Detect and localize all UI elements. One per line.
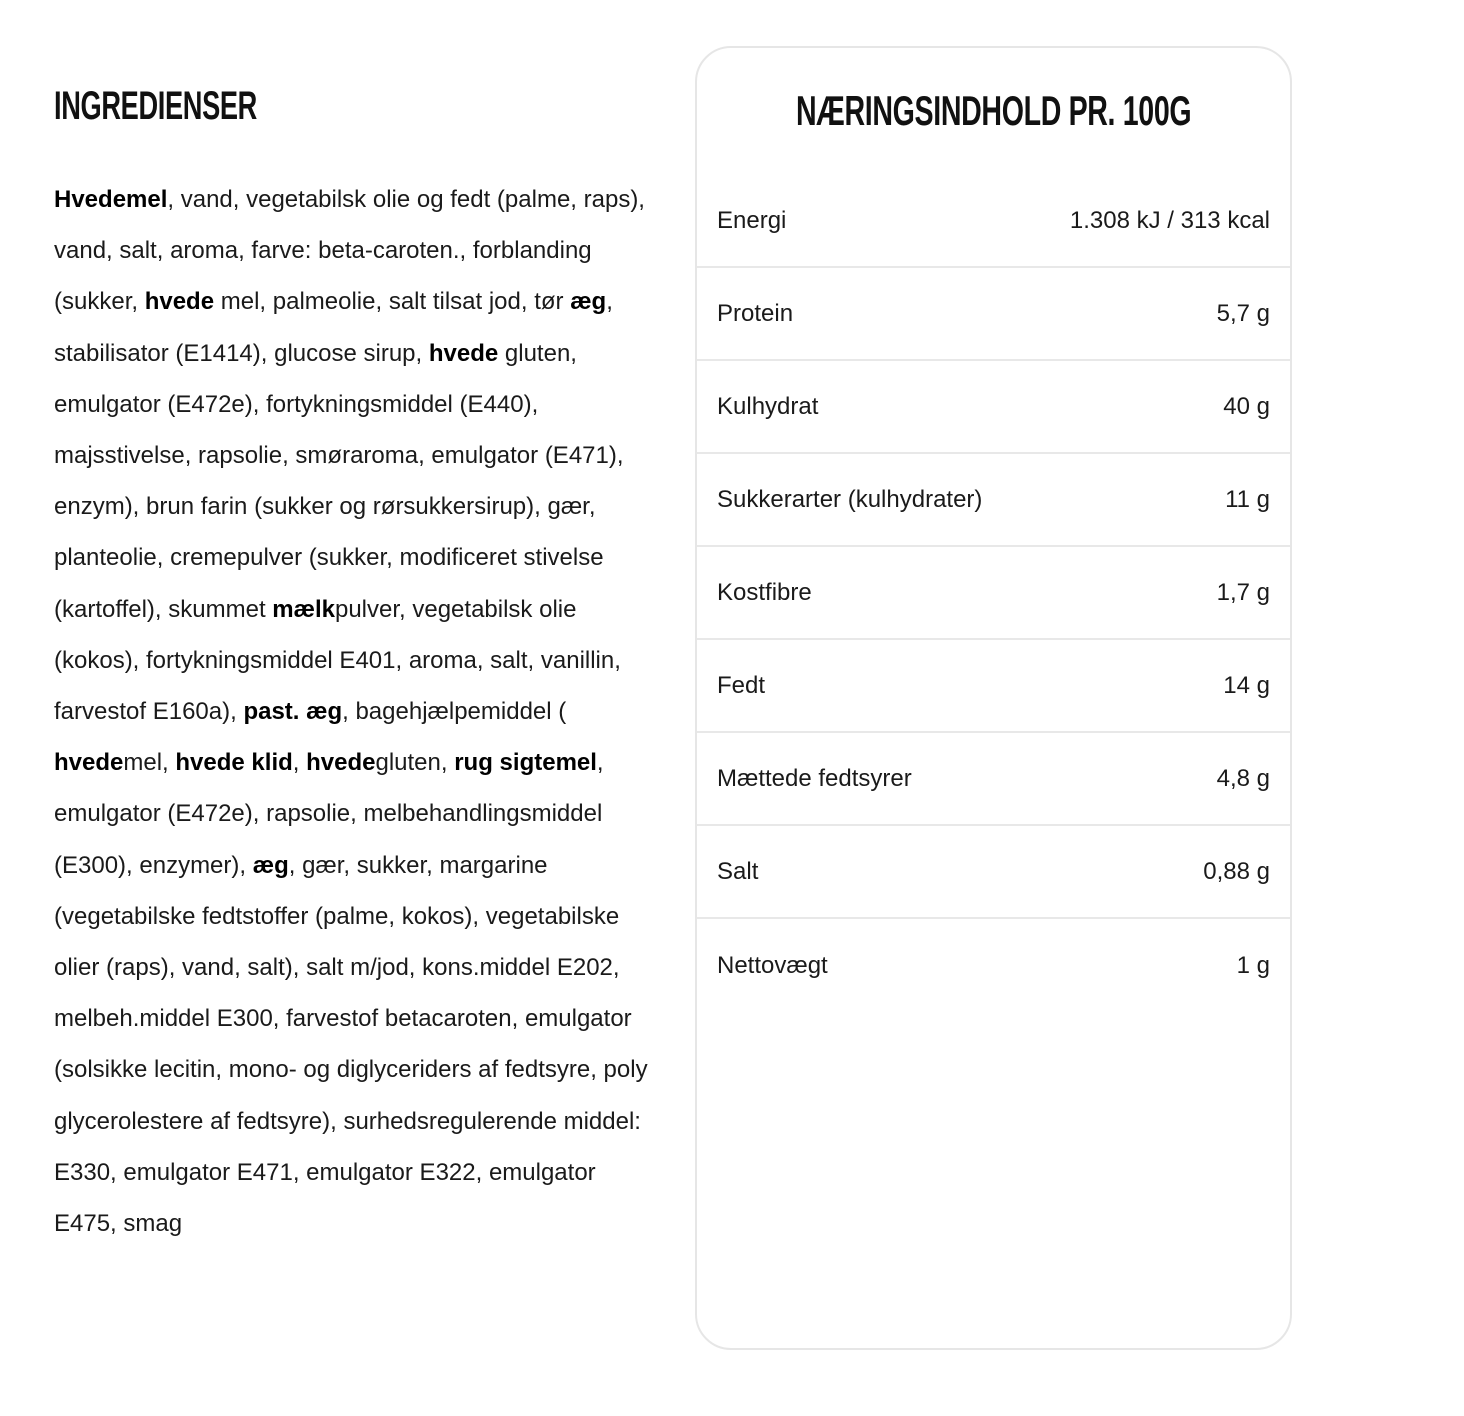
ingredient-text: gluten, emulgator (E472e), fortykningsmiddel (E440), majsstivelse, rapsolie, smøraroma, emulgator (E471), enzym), brun farin (sukker og rørsukkersirup), gær, planteolie, cremepulver (sukker, modificeret stivelse (kartoffel), skummet — [54, 339, 624, 623]
nutrition-row-kulhydrat — [697, 361, 1290, 454]
ingredient-text: , gær, sukker, margarine (vegetabilske fedtstoffer (palme, kokos), vegetabilske olier (raps), vand, salt), salt m/jod, kons.middel E202, melbeh.middel E300, farvestof betacaroten, emulgator (solsikke lecitin, mono- og diglyceriders af fedtsyre, poly glycerolestere af fedtsyre), surhedsregulerende middel: E330, emulgator E471, emulgator E322, emulgator E475, smag — [54, 851, 648, 1238]
nutrition-label: Fedt — [717, 671, 766, 699]
ingredients-section — [54, 82, 654, 1238]
ingredients-text — [54, 174, 654, 1249]
ingredient-allergen: hvede — [306, 749, 376, 777]
ingredient-allergen: hvede — [144, 288, 215, 316]
nutrition-label: Kulhydrat — [717, 392, 819, 420]
ingredient-allergen: past. æg — [243, 698, 343, 726]
nutrition-label: Mættede fedtsyrer — [717, 764, 912, 792]
nutrition-label: Salt — [717, 857, 759, 885]
ingredient-text: gluten, — [375, 749, 455, 777]
nutrition-value: 1 g — [1236, 951, 1270, 979]
ingredient-text: mel, palmeolie, salt tilsat jod, tør — [214, 288, 571, 316]
ingredient-allergen: rug sigtemel — [454, 749, 597, 777]
nutrition-value: 40 g — [1223, 392, 1270, 420]
ingredient-text: , bagehjælpemiddel ( — [342, 698, 567, 726]
nutrition-title-text: NÆRINGSINDHOLD PR. 100G — [795, 87, 1192, 134]
ingredient-text: mel, — [123, 749, 176, 777]
nutrition-label: Energi — [717, 206, 787, 234]
nutrition-card — [695, 46, 1292, 1350]
nutrition-row-energi — [697, 175, 1290, 268]
ingredient-allergen: hvede — [54, 749, 124, 777]
nutrition-value: 1,7 g — [1216, 578, 1270, 606]
nutrition-title — [697, 86, 1290, 136]
nutrition-row-protein — [697, 268, 1290, 361]
nutrition-value: 1.308 kJ / 313 kcal — [1069, 206, 1270, 234]
nutrition-row-maettede-fedtsyrer — [697, 733, 1290, 826]
ingredient-allergen: hvede — [428, 339, 499, 367]
nutrition-row-salt — [697, 826, 1290, 919]
nutrition-value: 11 g — [1225, 485, 1270, 513]
ingredient-allergen: hvede klid — [175, 749, 293, 777]
ingredient-text: , vand, vegetabilsk olie og fedt (palme, raps), vand, salt, aroma, farve: beta-caroten., forblanding (sukker, — [54, 186, 645, 316]
nutrition-value: 4,8 g — [1216, 764, 1270, 792]
ingredient-text: , stabilisator (E1414), glucose sirup, — [54, 288, 613, 367]
ingredient-allergen: æg — [252, 851, 289, 879]
nutrition-value: 0,88 g — [1203, 857, 1270, 885]
nutrition-label: Kostfibre — [717, 578, 812, 606]
nutrition-value: 5,7 g — [1216, 299, 1270, 327]
ingredients-title: INGREDIENSER — [54, 84, 257, 128]
ingredient-allergen: mælk — [272, 595, 335, 623]
nutrition-row-kostfibre — [697, 547, 1290, 640]
nutrition-value: 14 g — [1223, 671, 1270, 699]
nutrition-table — [697, 175, 1290, 1012]
nutrition-label: Sukkerarter (kulhydrater) — [717, 485, 983, 513]
ingredient-text: , — [292, 749, 307, 777]
nutrition-row-fedt — [697, 640, 1290, 733]
ingredient-allergen: Hvedemel — [54, 186, 168, 213]
nutrition-row-sukkerarter — [697, 454, 1290, 547]
ingredient-text: , emulgator (E472e), rapsolie, melbehandlingsmiddel (E300), enzymer), — [54, 749, 604, 879]
ingredient-allergen: æg — [570, 288, 607, 316]
nutrition-label: Nettovægt — [717, 951, 828, 979]
ingredient-text: pulver, vegetabilsk olie (kokos), fortykningsmiddel E401, aroma, salt, vanillin, farvestof E160a), — [54, 595, 621, 726]
nutrition-label: Protein — [717, 299, 794, 327]
nutrition-row-nettovaegt — [697, 919, 1290, 1012]
